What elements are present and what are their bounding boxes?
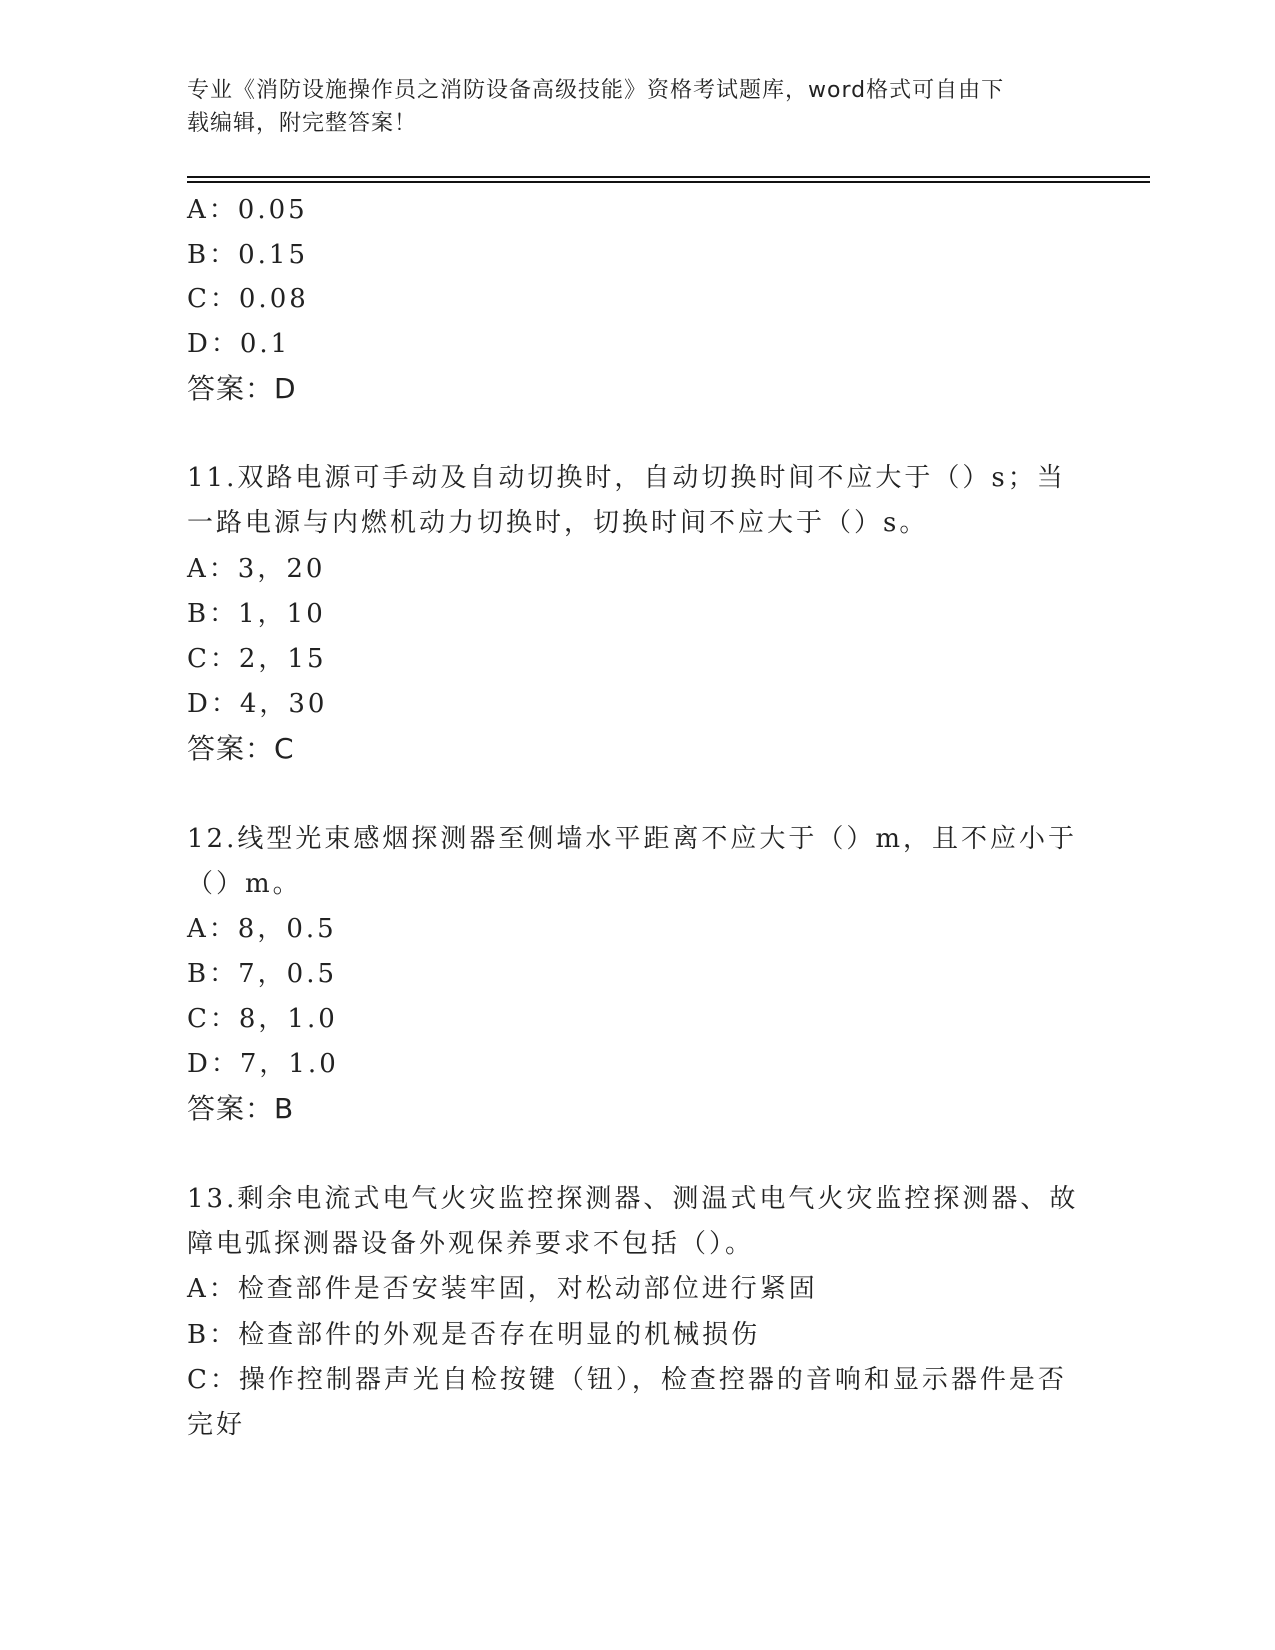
q11-option-c: C：2，15	[187, 644, 327, 674]
q13-option-c-continued: 完好	[187, 1410, 246, 1440]
q10-answer: 答案：D	[187, 372, 297, 405]
header-rule-top	[187, 176, 1150, 178]
q11-option-d: D：4，30	[187, 689, 328, 719]
header-rule-bottom	[187, 181, 1150, 183]
header-line-1: 专业《消防设施操作员之消防设备高级技能》资格考试题库，word格式可自由下	[187, 78, 1005, 103]
q12-option-d: D：7，1.0	[187, 1049, 339, 1079]
q10-option-d: D：0.1	[187, 329, 291, 359]
q13-option-a: A：检查部件是否安装牢固，对松动部位进行紧固	[187, 1274, 818, 1304]
q12-option-b: B：7，0.5	[187, 959, 337, 989]
q13-option-c: C：操作控制器声光自检按键（钮），检查控器的音响和显示器件是否	[187, 1365, 1067, 1395]
q13-stem-line-2: 障电弧探测器设备外观保养要求不包括（）。	[187, 1229, 755, 1259]
q12-answer: 答案：B	[187, 1092, 295, 1125]
q10-option-a: A：0.05	[187, 195, 308, 225]
q12-option-a: A：8，0.5	[187, 914, 337, 944]
q12-stem-line-2: （）m。	[187, 869, 302, 899]
q12-stem-line-1: 12.线型光束感烟探测器至侧墙水平距离不应大于（）m，且不应小于	[187, 824, 1078, 854]
q10-option-c: C：0.08	[187, 284, 309, 314]
q11-option-b: B：1，10	[187, 599, 326, 629]
q11-stem-line-2: 一路电源与内燃机动力切换时，切换时间不应大于（）s。	[187, 508, 929, 538]
q11-option-a: A：3，20	[187, 554, 326, 584]
document-header	[187, 74, 1067, 140]
q13-option-b: B：检查部件的外观是否存在明显的机械损伤	[187, 1320, 761, 1350]
header-line-2: 载编辑，附完整答案！	[187, 111, 418, 136]
q12-option-c: C：8，1.0	[187, 1004, 338, 1034]
q11-answer: 答案：C	[187, 732, 295, 765]
q11-stem-line-1: 11.双路电源可手动及自动切换时，自动切换时间不应大于（）s；当	[187, 463, 1066, 493]
q13-stem-line-1: 13.剩余电流式电气火灾监控探测器、测温式电气火灾监控探测器、故	[187, 1184, 1079, 1214]
q10-option-b: B：0.15	[187, 240, 308, 270]
